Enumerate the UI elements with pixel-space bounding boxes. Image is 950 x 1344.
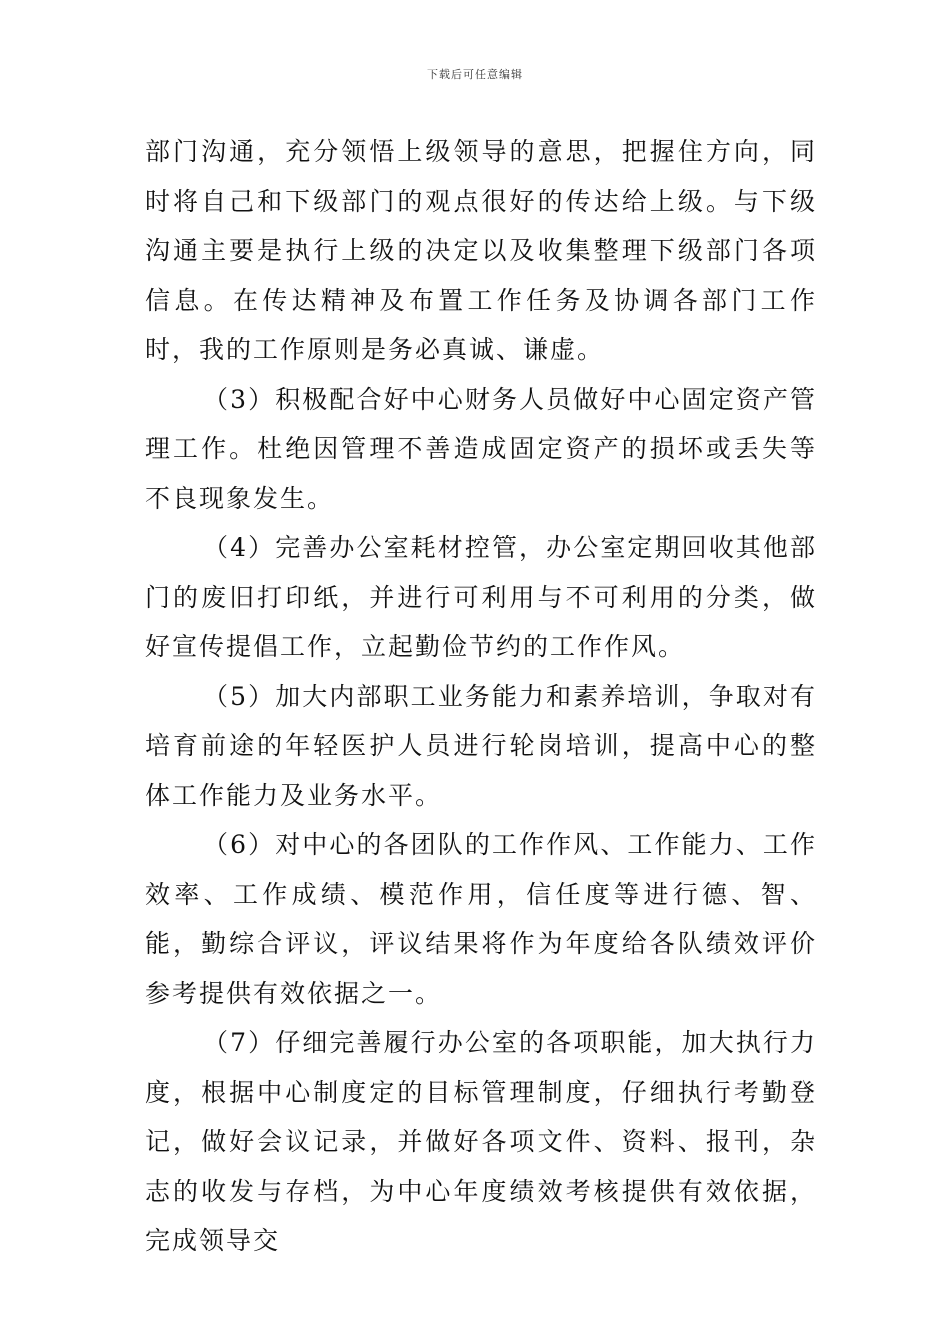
page-header: 下载后可任意编辑: [427, 68, 523, 81]
paragraph-item-7: （7）仔细完善履行办公室的各项职能，加大执行力度，根据中心制度定的目标管理制度，仔细执行考勤登记，做好会议记录，并做好各项文件、资料、报刊，杂志的收发与存档，为中心年度绩效考核提供有效依据，完成领导交: [145, 1028, 817, 1255]
paragraph-item-6: （6）对中心的各团队的工作作风、工作能力、工作效率、工作成绩、模范作用，信任度等进行德、智、能，勤综合评议，评议结果将作为年度给各队绩效评价参考提供有效依据之一。: [145, 830, 817, 1008]
paragraph-item-4: （4）完善办公室耗材控管，办公室定期回收其他部门的废旧打印纸，并进行可利用与不可利用的分类，做好宣传提倡工作，立起勤俭节约的工作作风。: [145, 533, 817, 661]
paragraph-item-3: （3）积极配合好中心财务人员做好中心固定资产管理工作。杜绝因管理不善造成固定资产的损坏或丢失等不良现象发生。: [145, 384, 817, 513]
paragraph-item-5: （5）加大内部职工业务能力和素养培训，争取对有培育前途的年轻医护人员进行轮岗培训，提高中心的整体工作能力及业务水平。: [145, 681, 817, 810]
paragraph-continuation: 部门沟通，充分领悟上级领导的意思，把握住方向，同时将自己和下级部门的观点很好的传达给上级。与下级沟通主要是执行上级的决定以及收集整理下级部门各项信息。在传达精神及布置工作任务及协调各部门工作时，我的工作原则是务必真诚、谦虚。: [145, 137, 817, 364]
document-body: [145, 127, 817, 1266]
